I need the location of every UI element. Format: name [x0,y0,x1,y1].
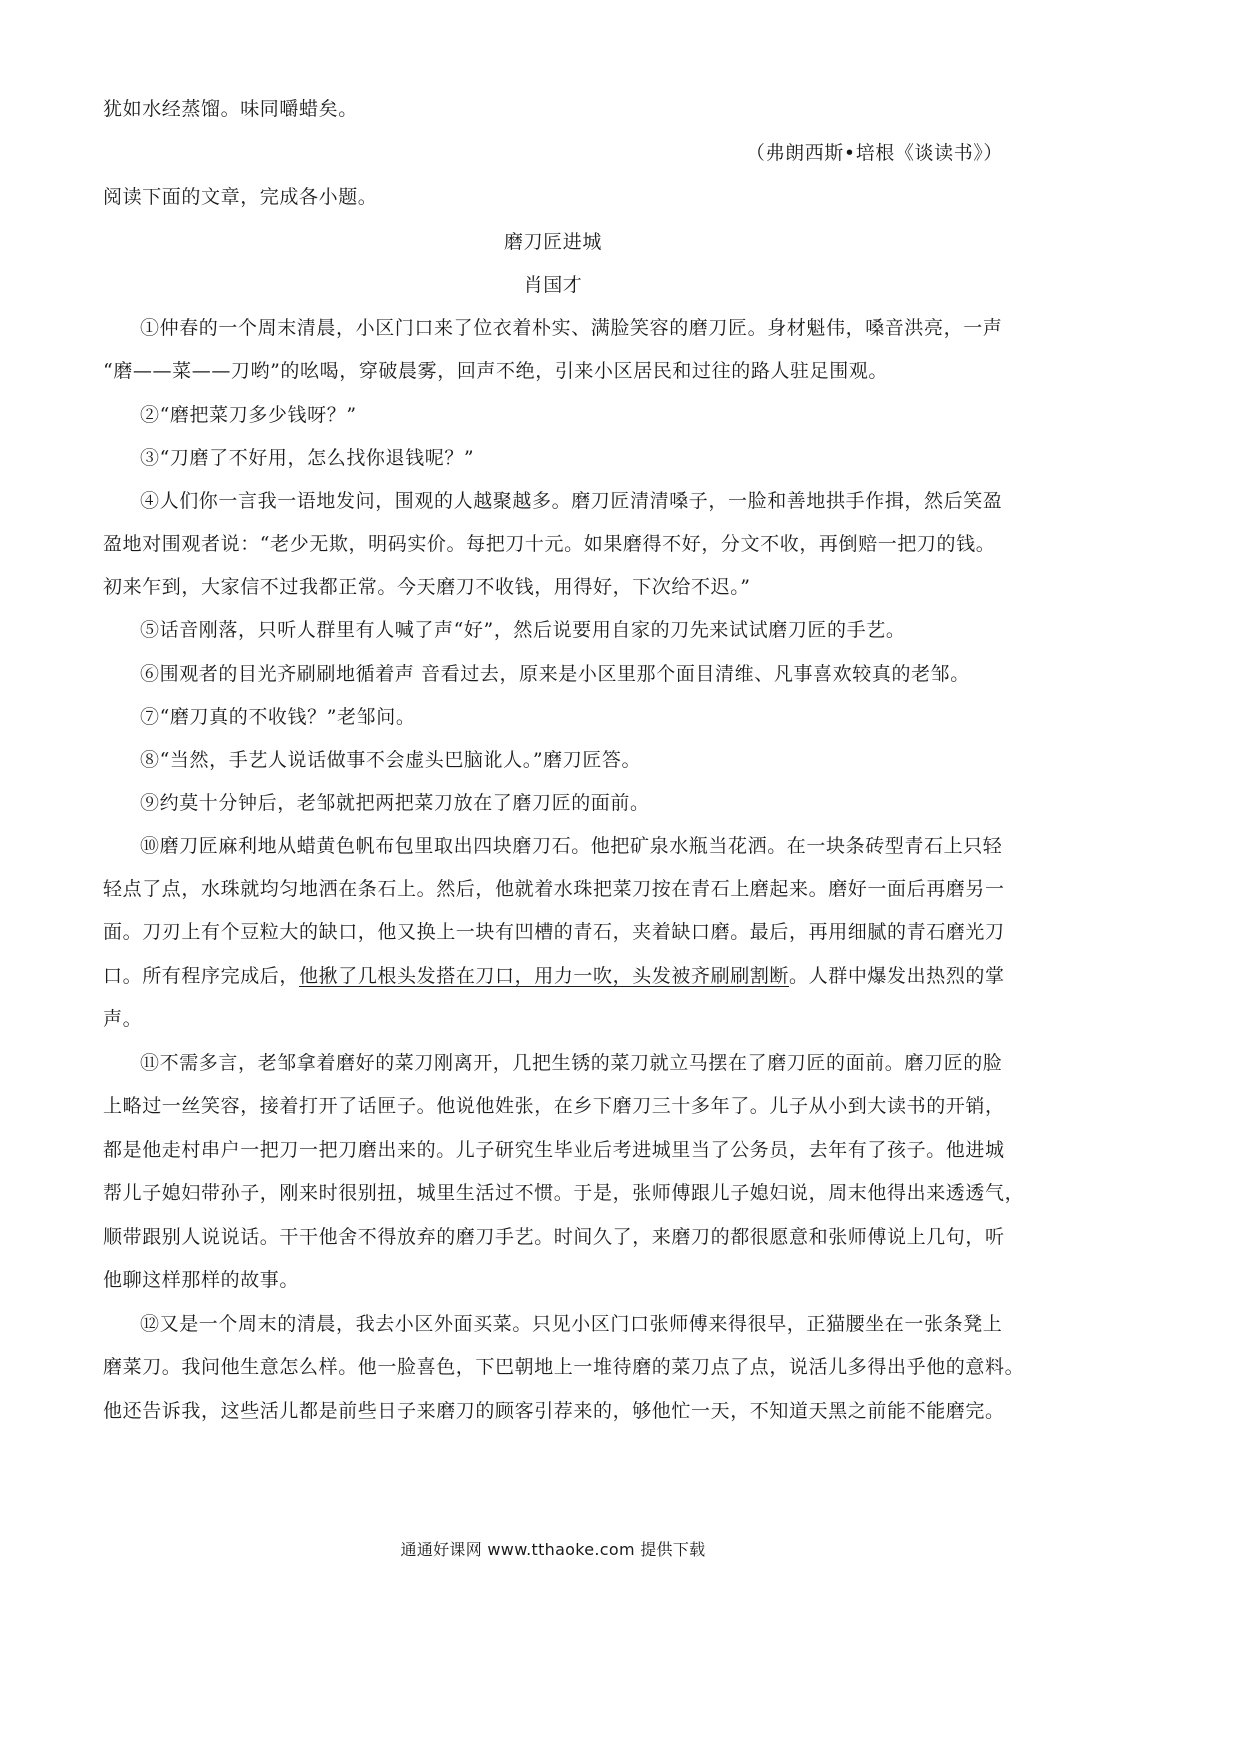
paragraph-11-line-6: 他聊这样那样的故事。 [103,1269,300,1291]
paragraph-10-tail: 声。 [103,1008,143,1030]
paragraph-5: ⑤话音刚落，只听人群里有人喊了声“好”，然后说要用自家的刀先来试试磨刀匠的手艺。 [140,619,906,641]
paragraph-10-line-1: ⑩磨刀匠麻利地从蜡黄色帆布包里取出四块磨刀石。他把矿泉水瓶当花洒。在一块条砖型青石上只轻 [140,835,1003,857]
paragraph-11-line-4: 帮儿子媳妇带孙子，刚来时很别扭，城里生活过不惯。于是，张师傅跟儿子媳妇说，周末他得出来透透气， [103,1182,1025,1204]
paragraph-12-line-1: ⑫又是一个周末的清晨，我去小区外面买菜。只见小区门口张师傅来得很早，正猫腰坐在一张条凳上 [140,1313,1003,1335]
paragraph-12-line-2: 磨菜刀。我问他生意怎么样。他一脸喜色，下巴朝地上一堆待磨的菜刀点了点，说活儿多得出乎他的意料。 [103,1356,1025,1378]
paragraph-6: ⑥围观者的目光齐刷刷地循着声 音看过去，原来是小区里那个面目清维、凡事喜欢较真的老邹。 [140,663,970,685]
reading-instruction: 阅读下面的文章，完成各小题。 [103,186,378,208]
paragraph-2: ②“磨把菜刀多少钱呀？” [140,404,357,426]
article-title: 磨刀匠进城 [503,231,602,253]
paragraph-3: ③“刀磨了不好用，怎么找你退钱呢？” [140,447,475,469]
article-author: 肖国才 [523,274,583,296]
paragraph-10-line-4-after: 。人群中爆发出热烈的掌 [789,965,1005,987]
paragraph-4-line-1: ④人们你一言我一语地发问，围观的人越聚越多。磨刀匠清清嗓子，一脸和善地拱手作揖，然后笑盈 [140,490,1003,512]
paragraph-1-line-1: ①仲春的一个周末清晨，小区门口来了位衣着朴实、满脸笑容的磨刀匠。身材魁伟，嗓音洪亮，一声 [140,317,1003,339]
paragraph-11-line-2: 上略过一丝笑容，接着打开了话匣子。他说他姓张，在乡下磨刀三十多年了。儿子从小到大读书的开销， [103,1095,1005,1117]
paragraph-8: ⑧“当然，手艺人说话做事不会虚头巴脑讹人。”磨刀匠答。 [140,749,642,771]
paragraph-10-line-4 [103,964,1005,988]
paragraph-9: ⑨约莫十分钟后，老邹就把两把菜刀放在了磨刀匠的面前。 [140,792,650,814]
paragraph-11-line-1: ⑪不需多言，老邹拿着磨好的菜刀刚离开，几把生锈的菜刀就立马摆在了磨刀匠的面前。磨刀匠的脸 [140,1052,1003,1074]
underlined-sentence: 他揪了几根头发搭在刀口，用力一吹，头发被齐刷刷割断 [299,965,790,987]
paragraph-11-line-3: 都是他走村串户一把刀一把刀磨出来的。儿子研究生毕业后考进城里当了公务员，去年有了孩子。他进城 [103,1139,1005,1161]
paragraph-10-line-3: 面。刀刃上有个豆粒大的缺口，他又换上一块有凹槽的青石，夹着缺口磨。最后，再用细腻的青石磨光刀 [103,921,1005,943]
page-footer: 通通好课网 www.tthaoke.com 提供下载 [400,1540,706,1559]
paragraph-12-line-3: 他还告诉我，这些活儿都是前些日子来磨刀的顾客引荐来的，够他忙一天，不知道天黑之前能不能磨完。 [103,1400,1005,1422]
paragraph-7: ⑦“磨刀真的不收钱？”老邹问。 [140,706,416,728]
prev-quote-source: （弗朗西斯•培根《谈读书》） [745,142,1003,164]
paragraph-10-line-2: 轻点了点，水珠就均匀地洒在条石上。然后，他就着水珠把菜刀按在青石上磨起来。磨好一面后再磨另一 [103,878,1005,900]
paragraph-11-line-5: 顺带跟别人说说话。干干他舍不得放弃的磨刀手艺。时间久了，来磨刀的都很愿意和张师傅说上几句，听 [103,1226,1005,1248]
paragraph-4-line-3: 初来乍到，大家信不过我都正常。今天磨刀不收钱，用得好，下次给不迟。” [103,576,751,598]
paragraph-10-line-4-before: 口。所有程序完成后， [103,965,300,987]
paragraph-1-line-2: “磨——菜——刀哟”的吆喝，穿破晨雾，回声不绝，引来小区居民和过往的路人驻足围观。 [103,360,889,382]
paragraph-4-line-2: 盈地对围观者说：“老少无欺，明码实价。每把刀十元。如果磨得不好，分文不收，再倒赔一把刀的钱。 [103,533,996,555]
prev-quote-tail: 犹如水经蒸馏。味同嚼蜡矣。 [103,98,358,120]
